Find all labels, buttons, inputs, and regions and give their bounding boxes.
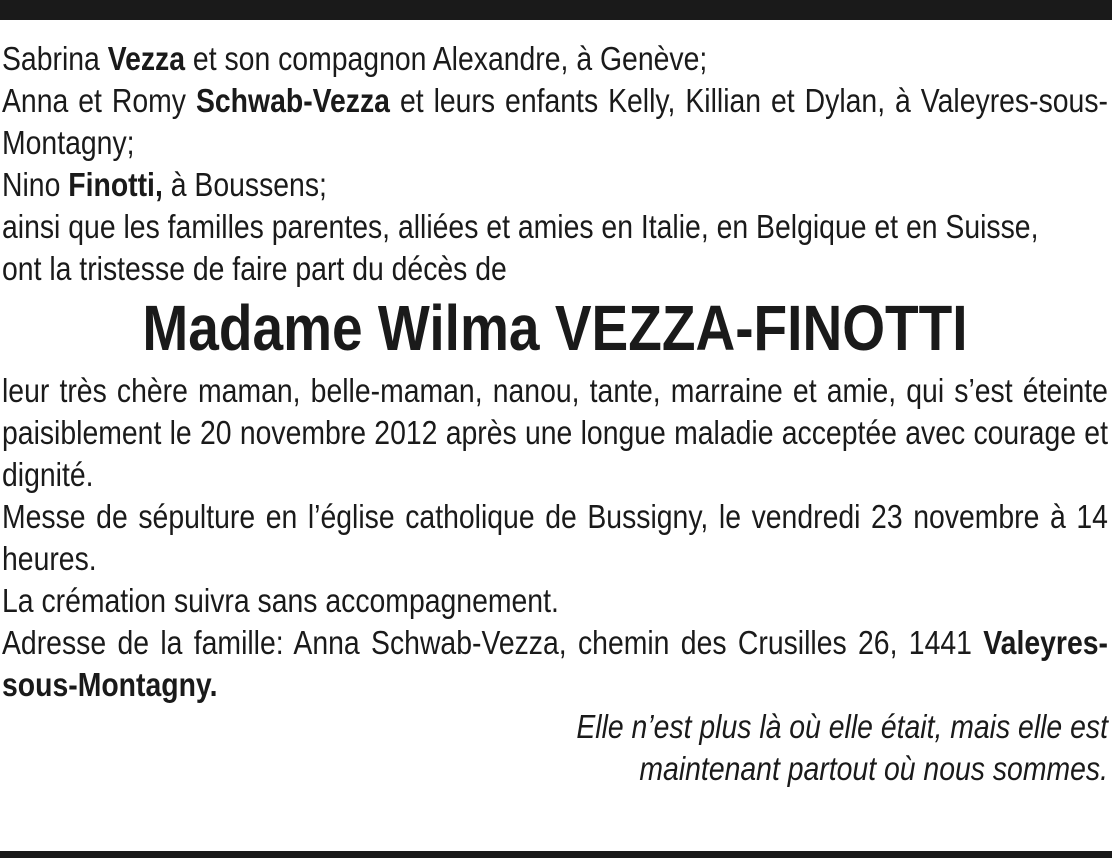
family-detail: et son compagnon Alexandre, à Genève; <box>192 40 708 77</box>
family-line-anna-romy <box>2 80 1108 164</box>
family-detail: et leurs enfants Kelly, Killian et Dylan, à Valeyres-sous-Montagny; <box>2 82 1108 161</box>
obituary-notice <box>2 38 1108 790</box>
first-name: Anna et Romy <box>2 82 186 119</box>
family-line-sabrina <box>2 38 1108 80</box>
address-town: Valeyres-sous-Montagny. <box>2 624 1108 703</box>
quote-line-2: maintenant partout où nous sommes. <box>639 750 1108 787</box>
family-line-nino <box>2 164 1108 206</box>
family-detail: à Boussens; <box>170 166 327 203</box>
mass-paragraph: Messe de sépulture en l’église catholique de Bussigny, le vendredi 23 novembre à 14 heures. <box>2 498 1108 577</box>
first-name: Nino <box>2 166 61 203</box>
top-border-rule <box>0 0 1112 20</box>
quote-line-1: Elle n’est plus là où elle était, mais elle est <box>576 708 1108 745</box>
deceased-name: Madame Wilma VEZZA-FINOTTI <box>142 292 968 364</box>
address-paragraph <box>2 622 1108 706</box>
announcement-line: ont la tristesse de faire part du décès de <box>2 250 507 287</box>
tribute-paragraph: leur très chère maman, belle-maman, nanou, tante, marraine et amie, qui s’est éteinte paisiblement le 20 novembre 2012 après une longue maladie acceptée avec courage et dignité. <box>2 372 1108 493</box>
bottom-border-rule <box>0 851 1112 858</box>
extended-family-line: ainsi que les familles parentes, alliées et amies en Italie, en Belgique et en Suisse, <box>2 208 1039 245</box>
cremation-paragraph: La crémation suivra sans accompagnement. <box>2 582 559 619</box>
family-surname: Finotti, <box>68 166 163 203</box>
address-text: Adresse de la famille: Anna Schwab-Vezza, chemin des Crusilles 26, 1441 <box>2 624 972 661</box>
family-surname: Schwab-Vezza <box>195 82 390 119</box>
notice-text-block <box>2 38 1108 790</box>
first-name: Sabrina <box>2 40 100 77</box>
family-surname: Vezza <box>107 40 186 77</box>
